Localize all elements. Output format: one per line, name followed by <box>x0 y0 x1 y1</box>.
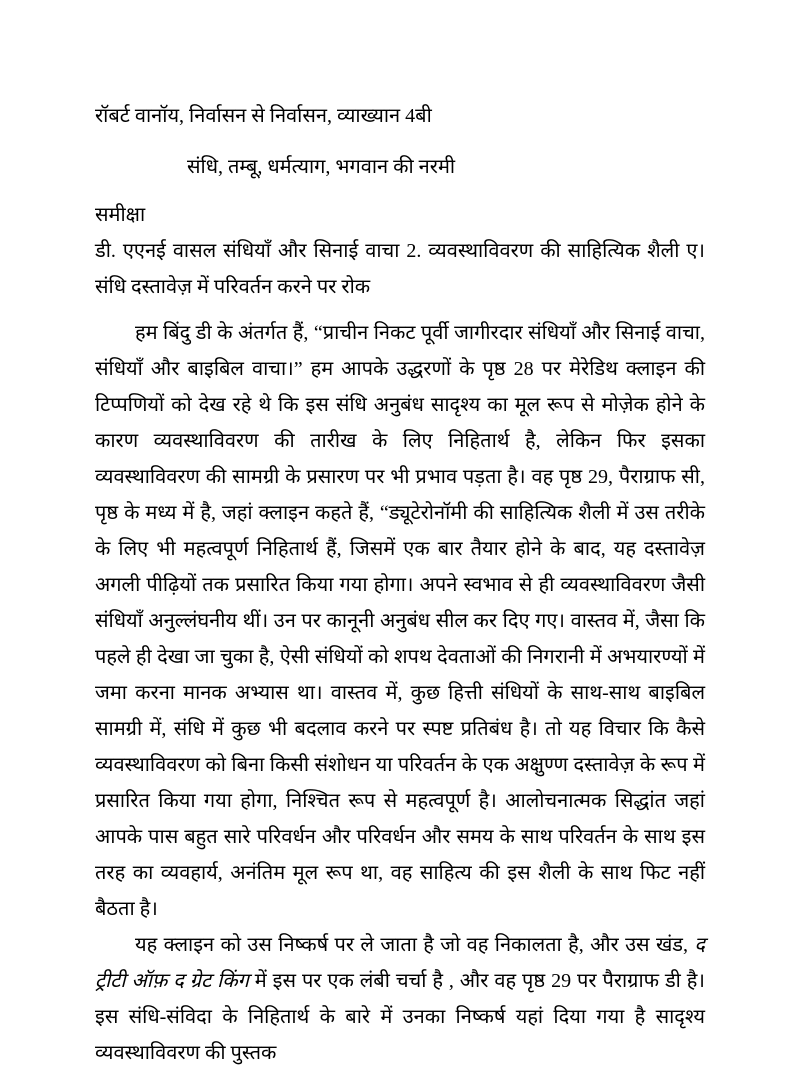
paragraph-1: हम बिंदु डी के अंतर्गत हैं, “प्राचीन निकट पूर्वी जागीरदार संधियाँ और सिनाई वाचा, संधियाँ और बाइबिल वाचा।” हम आपके उद्धरणों के पृष्ठ 28 पर मेरेडिथ क्लाइन की टिप्पणियों को देख रहे थे कि इस संधि अनुबंध सादृश्य का मूल रूप से मोज़ेक होने के कारण व्यवस्थाविवरण की तारीख के लिए निहितार्थ है, लेकिन फिर इसका व्यवस्थाविवरण की सामग्री के प्रसारण पर भी प्रभाव पड़ता है। वह पृष्ठ 29, पैराग्राफ सी, पृष्ठ के मध्य में है, जहां क्लाइन कहते हैं, “ड्यूटेरोनॉमी की साहित्यिक शैली में उस तरीके के लिए भी महत्वपूर्ण निहितार्थ हैं, जिसमें एक बार तैयार होने के बाद, यह दस्तावेज़ अगली पीढ़ियों तक प्रसारित किया गया होगा। अपने स्वभाव से ही व्यवस्थाविवरण जैसी संधियाँ अनुल्लंघनीय थीं। उन पर कानूनी अनुबंध सील कर दिए गए। वास्तव में, जैसा कि पहले ही देखा जा चुका है, ऐसी संधियों को शपथ देवताओं की निगरानी में अभयारण्यों में जमा करना मानक अभ्यास था। वास्तव में, कुछ हित्ती संधियों के साथ-साथ बाइबिल सामग्री में, संधि में कुछ भी बदलाव करने पर स्पष्ट प्रतिबंध है। तो यह विचार कि कैसे व्यवस्थाविवरण को बिना किसी संशोधन या परिवर्तन के एक अक्षुण्ण दस्तावेज़ के रूप में प्रसारित किया गया होगा, निश्चित रूप से महत्वपूर्ण है। आलोचनात्मक सिद्धांत जहां आपके पास बहुत सारे परिवर्धन और परिवर्धन और समय के साथ परिवर्तन के साथ इस तरह का व्यवहार्य, अनंतिम मूल रूप था, वह साहित्य की इस शैली के साथ फिट नहीं बैठता है। <box>95 322 705 920</box>
section-heading: डी. एएनई वासल संधियाँ और सिनाई वाचा 2. व्यवस्थाविवरण की साहित्यिक शैली ए। संधि दस्तावेज़ में परिवर्तन करने पर रोक <box>95 240 705 298</box>
document-title: संधि, तम्बू, धर्मत्याग, भगवान की नरमी <box>187 156 456 178</box>
paragraph-2-text: यह क्लाइन को उस निष्कर्ष पर ले जाता है जो वह निकालता है, और उस खंड, <box>135 934 695 956</box>
book-title: द ट्रीटी ऑफ़ द ग्रेट किंग <box>95 934 705 992</box>
paragraph-2 <box>95 927 705 1071</box>
document-header: रॉबर्ट वानॉय, निर्वासन से निर्वासन, व्याख्यान 4बी <box>95 105 432 127</box>
paragraph-2-text-continued: में इस पर एक लंबी चर्चा है , और वह पृष्ठ 29 पर पैराग्राफ डी है। इस संधि-संविदा के निहितार्थ के बारे में उनका निष्कर्ष यहां दिया गया है सादृश्य व्यवस्थाविवरण की पुस्तक <box>95 970 705 1064</box>
review-label: समीक्षा <box>95 204 146 226</box>
